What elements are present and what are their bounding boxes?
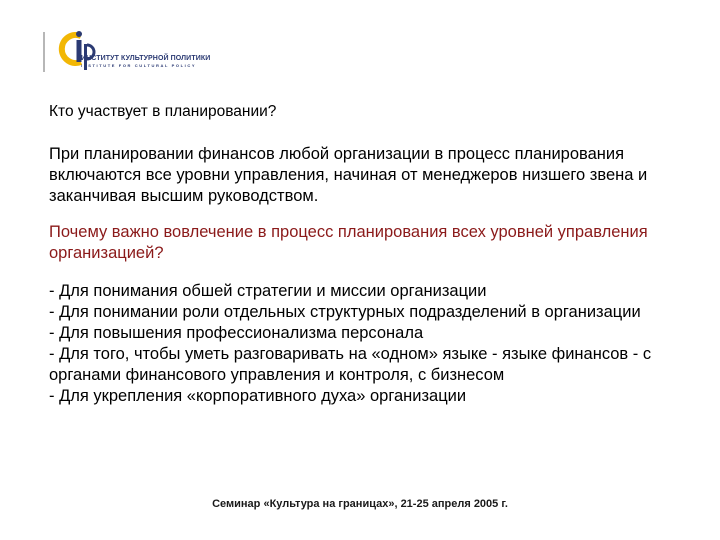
slide-footer: Семинар «Культура на границах», 21-25 апреля 2005 г. <box>212 498 508 510</box>
institute-logo <box>43 28 243 74</box>
question-who-participates: Кто участвует в планировании? <box>49 103 277 120</box>
logo-subtitle: INSTITUTE FOR CULTURAL POLICY <box>81 63 197 68</box>
slide-content <box>49 102 679 407</box>
list-item: - Для понимания обшей стратегии и миссии организации <box>49 282 487 300</box>
question-why-important: Почему важно вовлечение в процесс планирования всех уровней управления организацией? <box>49 223 648 262</box>
answer-paragraph: При планировании финансов любой организации в процесс планирования включаются все уровни управления, начиная от менеджеров низшего звена и заканчивая высшим руководством. <box>49 145 648 205</box>
logo-divider <box>43 32 45 72</box>
logo-name: ИНСТИТУТ КУЛЬТУРНОЙ ПОЛИТИКИ <box>81 55 211 62</box>
list-item: - Для повышения профессионализма персонала <box>49 324 424 342</box>
list-item: - Для укрепления «корпоративного духа» организации <box>49 387 467 405</box>
list-item: - Для того, чтобы уметь разговаривать на «одном» языке - языке финансов - с органами финансового управления и контроля, с бизнесом <box>49 345 652 384</box>
list-item: - Для понимании роли отдельных структурных подразделений в организации <box>49 303 641 321</box>
logo-wordmark <box>81 55 210 68</box>
reasons-list <box>49 281 679 407</box>
